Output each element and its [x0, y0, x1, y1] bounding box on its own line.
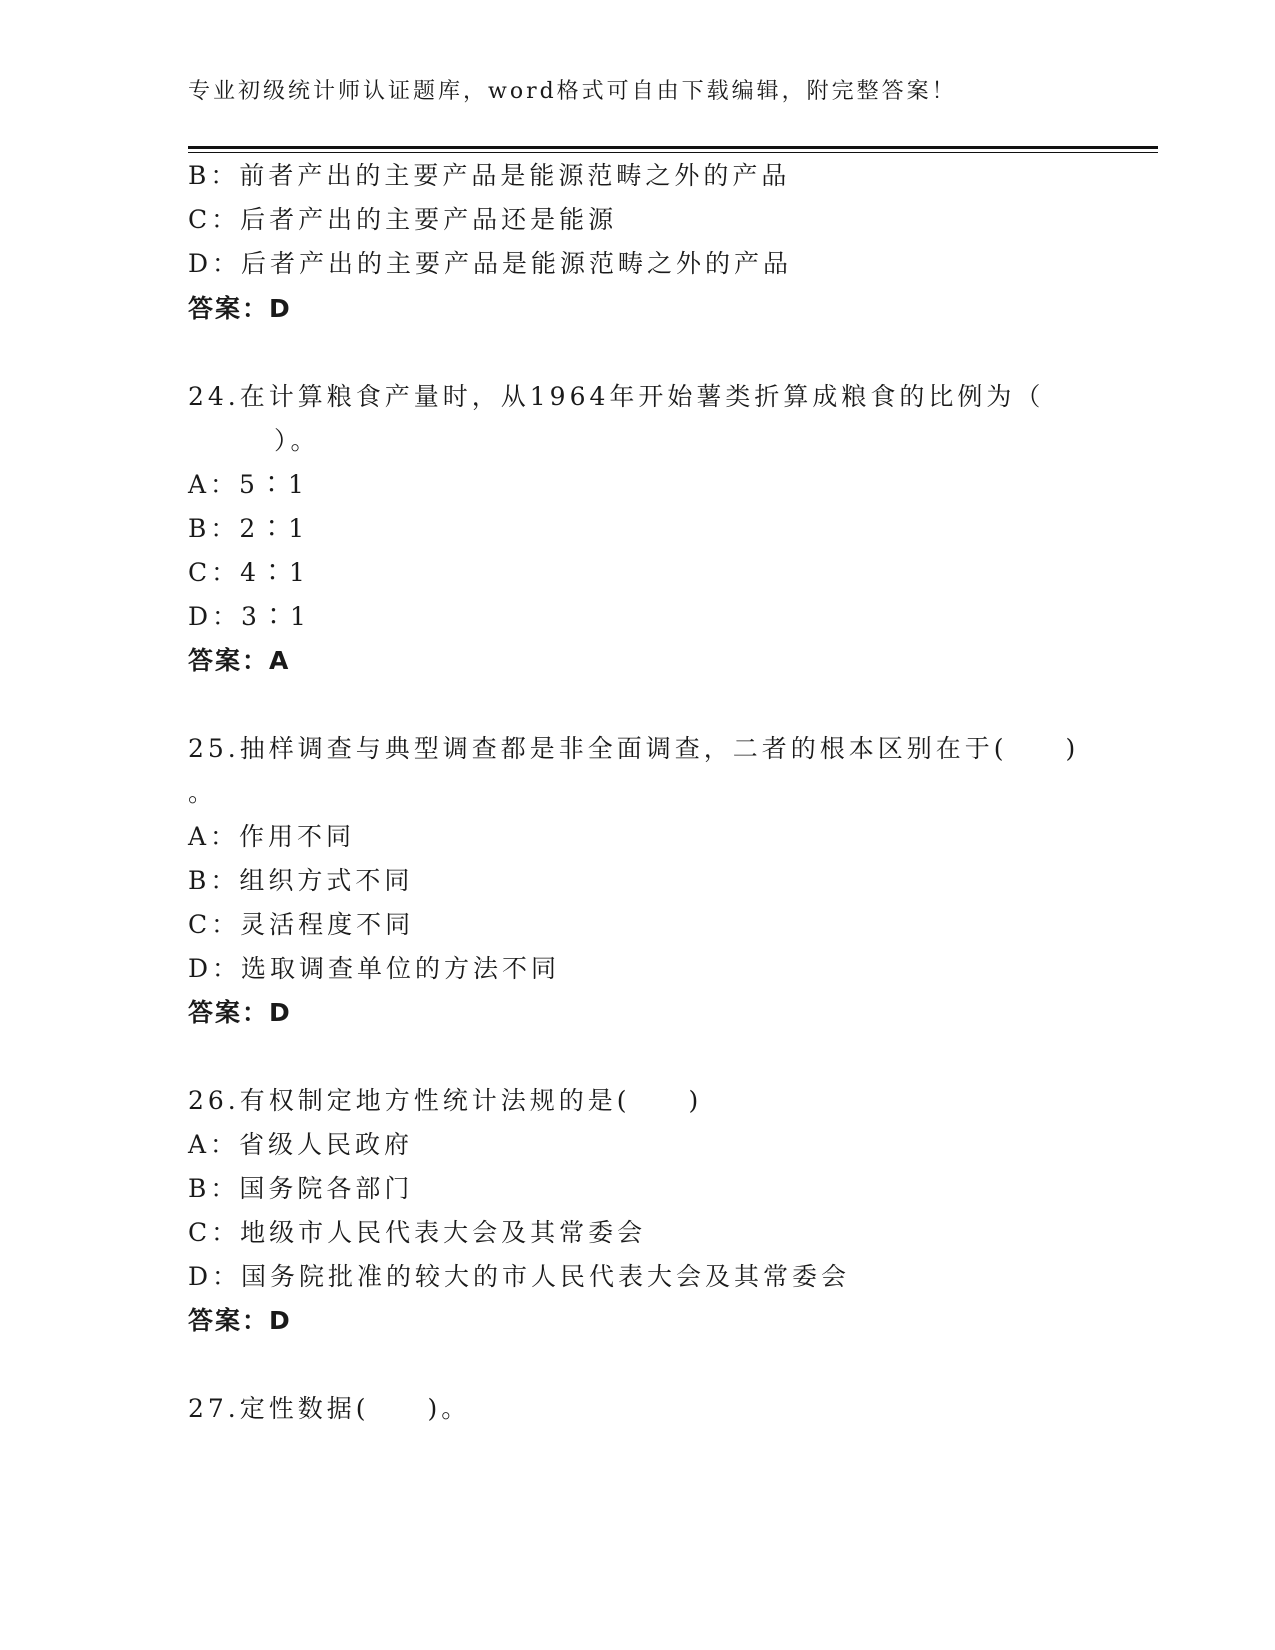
q26-option-b: B：国务院各部门 [188, 1174, 414, 1203]
q24-option-b: B：2∶1 [188, 514, 309, 543]
q23-answer: 答案：D [188, 294, 292, 323]
q24-stem-line1: 24.在计算粮食产量时，从1964年开始薯类折算成粮食的比例为（ [188, 382, 1045, 411]
q26-stem: 26.有权制定地方性统计法规的是( ) [188, 1086, 703, 1115]
header-rule-thick [188, 146, 1158, 149]
q25-option-c: C：灵活程度不同 [188, 910, 415, 939]
q23-option-d: D：后者产出的主要产品是能源范畴之外的产品 [188, 249, 793, 278]
q23-option-c: C：后者产出的主要产品还是能源 [188, 205, 618, 234]
q24-option-d: D：3∶1 [188, 602, 310, 631]
q26-option-d: D：国务院批准的较大的市人民代表大会及其常委会 [188, 1262, 851, 1291]
header-rule-thin [188, 152, 1158, 153]
q25-option-d: D：选取调查单位的方法不同 [188, 954, 561, 983]
q23-option-b: B：前者产出的主要产品是能源范畴之外的产品 [188, 161, 791, 190]
q24-answer: 答案：A [188, 646, 291, 675]
q25-option-b: B：组织方式不同 [188, 866, 414, 895]
q25-stem-line2: 。 [188, 778, 218, 807]
q25-option-a: A：作用不同 [188, 822, 356, 851]
q27-stem: 27.定性数据( )。 [188, 1394, 471, 1423]
q24-stem-line2: ）。 [216, 426, 320, 455]
q26-answer: 答案：D [188, 1306, 292, 1335]
q24-option-a: A：5∶1 [188, 470, 308, 499]
q25-stem-line1: 25.抽样调查与典型调查都是非全面调查，二者的根本区别在于( ) [188, 734, 1080, 763]
q26-option-c: C：地级市人民代表大会及其常委会 [188, 1218, 647, 1247]
document-header: 专业初级统计师认证题库，word格式可自由下载编辑，附完整答案！ [188, 79, 957, 104]
q26-option-a: A：省级人民政府 [188, 1130, 414, 1159]
q24-option-c: C：4∶1 [188, 558, 309, 587]
q25-answer: 答案：D [188, 998, 292, 1027]
